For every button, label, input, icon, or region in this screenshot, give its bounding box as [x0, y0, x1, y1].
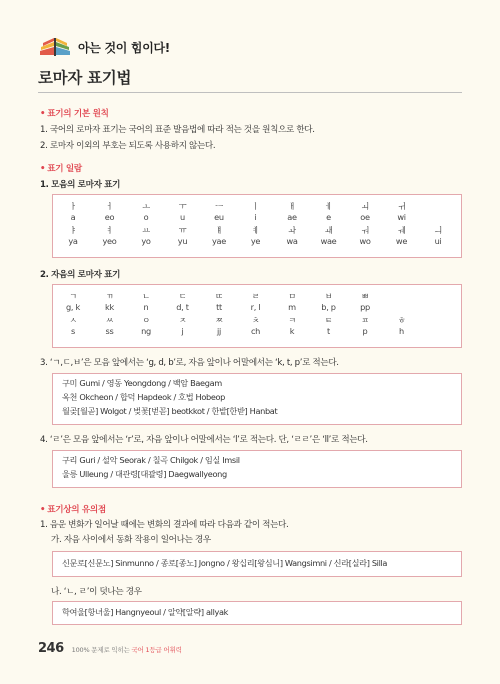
hangul-letter-cell: ㅂ [324, 291, 333, 301]
book-stack-icon [38, 37, 72, 57]
romanization-cell: j [181, 326, 184, 336]
romanization-cell: r, l [250, 302, 261, 312]
footer-text [72, 645, 182, 654]
example-line: 학여울[항녀울] Hangnyeoul / 알약[알략] allyak [62, 607, 229, 617]
hangul-letter-cell: ㅠ [178, 225, 187, 235]
romanization-cell: wi [397, 212, 406, 222]
example-line: 구리 Guri / 설악 Seorak / 칠곡 Chilgok / 임실 Imsil [62, 455, 240, 465]
hangul-letter-cell: ㄴ [142, 291, 150, 301]
romanization-cell: eu [214, 212, 224, 222]
footer-text-accent: 국어 1등급 어휘력 [131, 646, 182, 654]
hangul-letter-cell: ㅒ [215, 225, 223, 235]
romanization-cell: d, t [176, 302, 189, 312]
consonant-label: 2. 자음의 로마자 표기 [40, 270, 121, 280]
item-number: 2. [40, 141, 48, 151]
header-title: 아는 것이 힘이다! [78, 40, 170, 55]
bullet-icon: • [40, 505, 46, 515]
hangul-letter-cell: ㅙ [324, 225, 333, 235]
romanization-cell: we [395, 236, 408, 246]
romanization-cell: yu [177, 236, 188, 246]
hangul-letter-cell: ㅔ [324, 201, 333, 211]
bullet-icon: • [40, 109, 46, 119]
hangul-letter-cell: ㄱ [69, 291, 77, 301]
romanization-cell: ui [434, 236, 442, 246]
romanization-cell: k [289, 326, 295, 336]
hangul-letter-cell: ㅖ [251, 225, 260, 235]
hangul-letter-cell: ㅎ [397, 315, 406, 325]
hangul-letter-cell: ㅃ [361, 291, 369, 301]
footer-text-prefix: 100% 문제로 익히는 [71, 646, 132, 654]
principle-item-1 [40, 123, 315, 135]
section-heading-table [40, 162, 82, 174]
hangul-letter-cell: ㅜ [178, 201, 187, 211]
romanization-cell: yo [141, 236, 151, 246]
title-divider [38, 92, 462, 93]
romanization-cell: ye [250, 236, 261, 246]
rule-4-text: 4. ‘ㄹ’은 모음 앞에서는 ‘r’로, 자음 앞이나 어말에서는 ‘l’로 적는다. 단, ‘ㄹㄹ’은 ‘ll’로 적는다. [40, 435, 368, 445]
romanization-cell: t [327, 326, 330, 336]
section-heading-text: 표기상의 유의점 [47, 505, 106, 515]
romanization-cell: yeo [102, 236, 117, 246]
section-heading-principles [40, 107, 109, 119]
item-number: 1. [40, 125, 48, 135]
romanization-cell: n [143, 302, 149, 312]
example-line: 신문로[신문노] Sinmunno / 종로[종노] Jongno / 왕십리[왕심니] Wangsimni / 신라[실라] Silla [62, 558, 388, 568]
footer [38, 641, 182, 656]
hangul-letter-cell: ㅟ [397, 201, 406, 211]
rule-3-text: 3. ‘ㄱ,ㄷ,ㅂ’은 모음 앞에서는 ‘g, d, b’로, 자음 앞이나 어말에서는 ‘k, t, p’로 적는다. [40, 358, 339, 368]
hangul-letter-cell: ㅊ [251, 315, 260, 325]
romanization-cell: tt [216, 302, 222, 312]
romanization-cell: h [399, 326, 404, 336]
hangul-letter-cell: ㅉ [215, 315, 223, 325]
romanization-cell: eo [104, 212, 115, 222]
hangul-letter-cell: ㅆ [105, 315, 114, 325]
vowel-table [52, 194, 462, 258]
hangul-letter-cell: ㅓ [105, 201, 114, 211]
hangul-letter-cell: ㅡ [215, 201, 223, 211]
rule-4-examples [52, 450, 462, 488]
section-heading-text: 표기의 기본 원칙 [47, 109, 109, 119]
romanization-cell: ya [68, 236, 78, 246]
romanization-cell: a [70, 212, 76, 222]
principle-item-2 [40, 139, 215, 151]
section-heading-notes [40, 503, 106, 515]
hangul-letter-cell: ㅘ [288, 225, 296, 235]
hangul-letter-cell: ㅋ [288, 315, 296, 325]
romanization-cell: o [143, 212, 149, 222]
rule-3-examples [52, 373, 462, 425]
hangul-letter-cell: ㄲ [105, 291, 114, 301]
hangul-letter-cell: ㄸ [215, 291, 223, 301]
hangul-letter-cell: ㅇ [142, 315, 150, 325]
hangul-letter-cell: ㅑ [69, 225, 77, 235]
hangul-letter-cell: ㅍ [361, 315, 369, 325]
example-line: 옥천 Okcheon / 합덕 Hapdeok / 호법 Hobeop [62, 392, 226, 402]
romanization-cell: ss [105, 326, 114, 336]
romanization-cell: g, k [66, 302, 80, 312]
item-text: 로마자 이외의 부호는 되도록 사용하지 않는다. [49, 141, 216, 151]
page-title: 로마자 표기법 [38, 69, 132, 87]
header [38, 37, 170, 57]
example-line: 구미 Gumi / 영동 Yeongdong / 백암 Baegam [62, 378, 222, 388]
example-line: 월곶[월곧] Wolgot / 벚꽃[벋꼳] beotkkot / 한밭[한받] Hanbat [62, 406, 278, 416]
hangul-letter-cell: ㅝ [361, 225, 369, 235]
romanization-cell: b, p [321, 302, 336, 312]
romanization-cell: pp [360, 302, 370, 312]
note-b-examples [52, 601, 462, 625]
hangul-letter-cell: ㄷ [178, 291, 187, 301]
romanization-cell: i [254, 212, 257, 222]
romanization-cell: ng [141, 326, 151, 336]
romanization-cell: m [288, 302, 296, 312]
hangul-letter-cell: ㅏ [69, 201, 77, 211]
consonant-table [52, 284, 462, 348]
hangul-letter-cell: ㅈ [178, 315, 187, 325]
note-sub-a: 가. 자음 사이에서 동화 작용이 일어나는 경우 [51, 535, 211, 545]
hangul-letter-cell: ㅁ [288, 291, 296, 301]
romanization-cell: yae [212, 236, 226, 246]
bullet-icon: • [40, 164, 46, 174]
hangul-letter-cell: ㅛ [142, 225, 150, 235]
note-sub-b: 나. ‘ㄴ, ㄹ’이 덧나는 경우 [51, 587, 142, 597]
romanization-cell: ae [287, 212, 297, 222]
hangul-letter-cell: ㅣ [251, 201, 260, 211]
item-text: 국어의 로마자 표기는 국어의 표준 발음법에 따라 적는 것을 원칙으로 한다. [49, 125, 315, 135]
romanization-cell: e [326, 212, 331, 222]
hangul-letter-cell: ㅐ [288, 201, 296, 211]
romanization-cell: jj [217, 326, 221, 336]
romanization-cell: wae [320, 236, 337, 246]
note-item-1: 1. 음운 변화가 일어날 때에는 변화의 결과에 따라 다음과 같이 적는다. [40, 520, 289, 530]
hangul-letter-cell: ㅅ [69, 315, 77, 325]
vowel-label: 1. 모음의 로마자 표기 [40, 180, 121, 190]
romanization-cell: ch [250, 326, 261, 336]
romanization-cell: kk [105, 302, 114, 312]
romanization-cell: wa [286, 236, 298, 246]
romanization-cell: p [362, 326, 368, 336]
note-a-examples [52, 551, 462, 577]
section-heading-text: 표기 일람 [47, 164, 82, 174]
page-number: 246 [38, 641, 64, 656]
example-line: 울릉 Ulleung / 대관령[대괄령] Daegwallyeong [62, 469, 227, 479]
hangul-letter-cell: ㅚ [361, 201, 369, 211]
hangul-letter-cell: ㅢ [434, 225, 442, 235]
hangul-letter-cell: ㄹ [251, 291, 260, 301]
hangul-letter-cell: ㅕ [105, 225, 114, 235]
hangul-letter-cell: ㅞ [397, 225, 406, 235]
hangul-letter-cell: ㅗ [142, 201, 150, 211]
romanization-cell: wo [359, 236, 371, 246]
romanization-cell: u [180, 212, 185, 222]
hangul-letter-cell: ㅌ [324, 315, 333, 325]
romanization-cell: s [71, 326, 75, 336]
romanization-cell: oe [360, 212, 370, 222]
